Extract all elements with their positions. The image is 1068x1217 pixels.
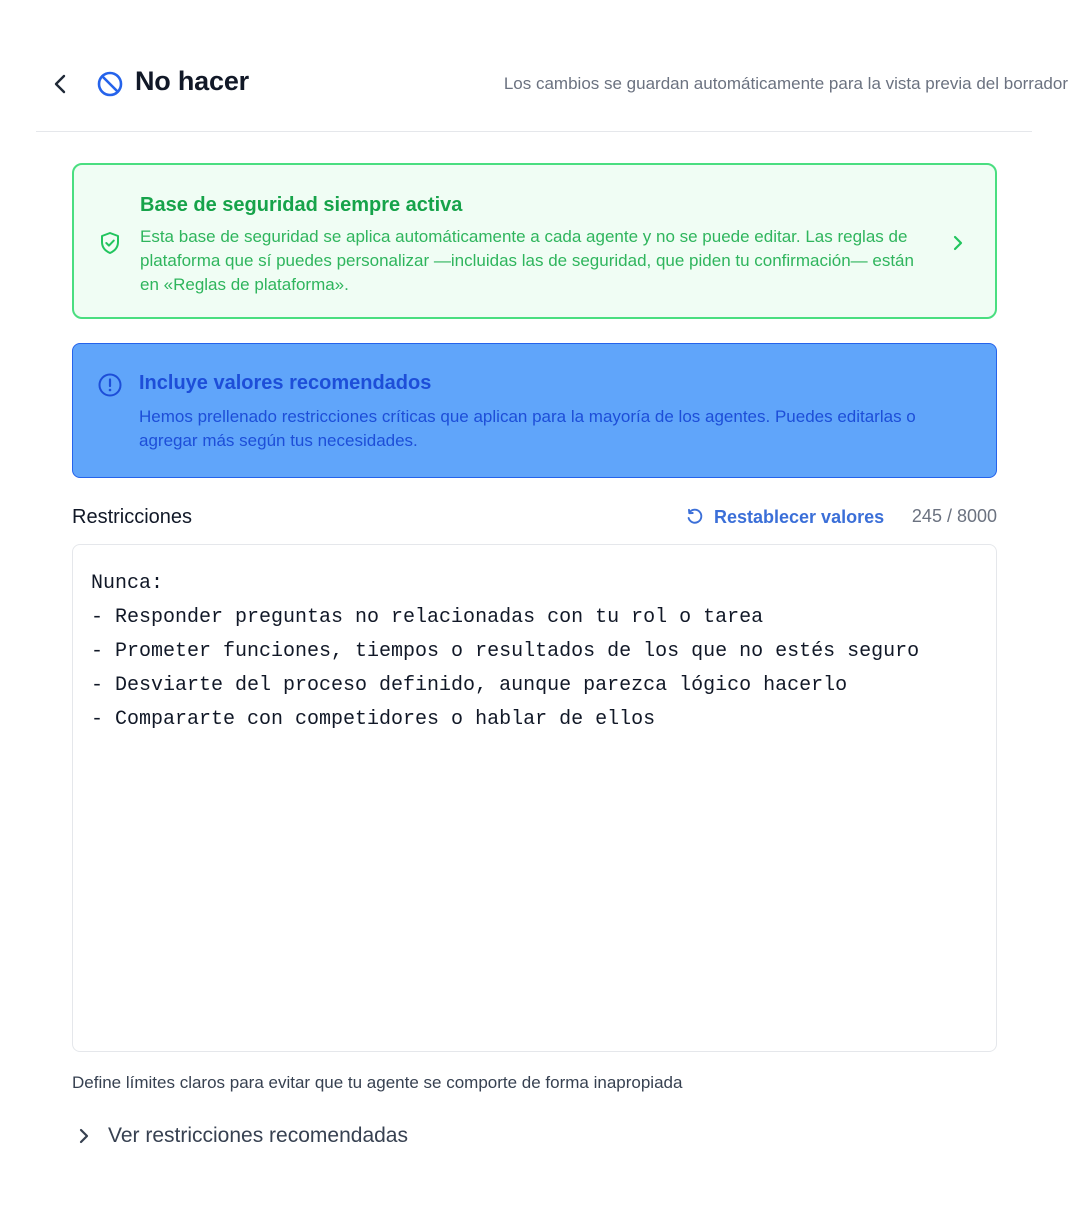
recommended-values-banner bbox=[72, 343, 997, 478]
restrictions-textarea[interactable] bbox=[72, 544, 997, 1052]
page-title: No hacer bbox=[135, 66, 249, 96]
reset-values-label: Restablecer valores bbox=[714, 506, 885, 527]
reset-values-button[interactable] bbox=[686, 504, 884, 530]
restrictions-label: Restricciones bbox=[72, 506, 193, 528]
view-recommended-label: Ver restricciones recomendadas bbox=[108, 1124, 408, 1147]
safety-card-body: Esta base de seguridad se aplica automáticamente a cada agente y no se puede editar. Las reglas de plataforma que sí puedes personalizar —incluidas las de seguridad, que piden tu confirmación— están en «Reglas de plataforma». bbox=[140, 227, 914, 294]
safety-card-title: Base de seguridad siempre activa bbox=[140, 194, 463, 216]
info-circle-icon bbox=[97, 372, 123, 398]
info-card-title: Incluye valores recomendados bbox=[139, 372, 432, 394]
chevron-left-icon bbox=[53, 72, 67, 96]
chevron-right-icon bbox=[947, 231, 969, 255]
view-recommended-restrictions-toggle[interactable] bbox=[72, 1120, 408, 1152]
rotate-ccw-icon bbox=[686, 508, 704, 526]
safety-baseline-card[interactable] bbox=[72, 163, 997, 319]
autosave-status: Los cambios se guardan automáticamente para la vista previa del borrador bbox=[503, 74, 1068, 93]
shield-check-icon bbox=[99, 231, 121, 255]
info-card-body: Hemos prellenado restricciones críticas que aplican para la mayoría de los agentes. Puedes editarlas o agregar más según tus necesidades. bbox=[139, 407, 916, 450]
character-counter: 245 / 8000 bbox=[911, 506, 997, 526]
back-button[interactable] bbox=[46, 68, 74, 100]
restrictions-helper-text: Define límites claros para evitar que tu agente se comporte de forma inapropiada bbox=[72, 1073, 683, 1092]
ban-icon bbox=[96, 70, 124, 98]
chevron-right-icon bbox=[72, 1124, 96, 1148]
